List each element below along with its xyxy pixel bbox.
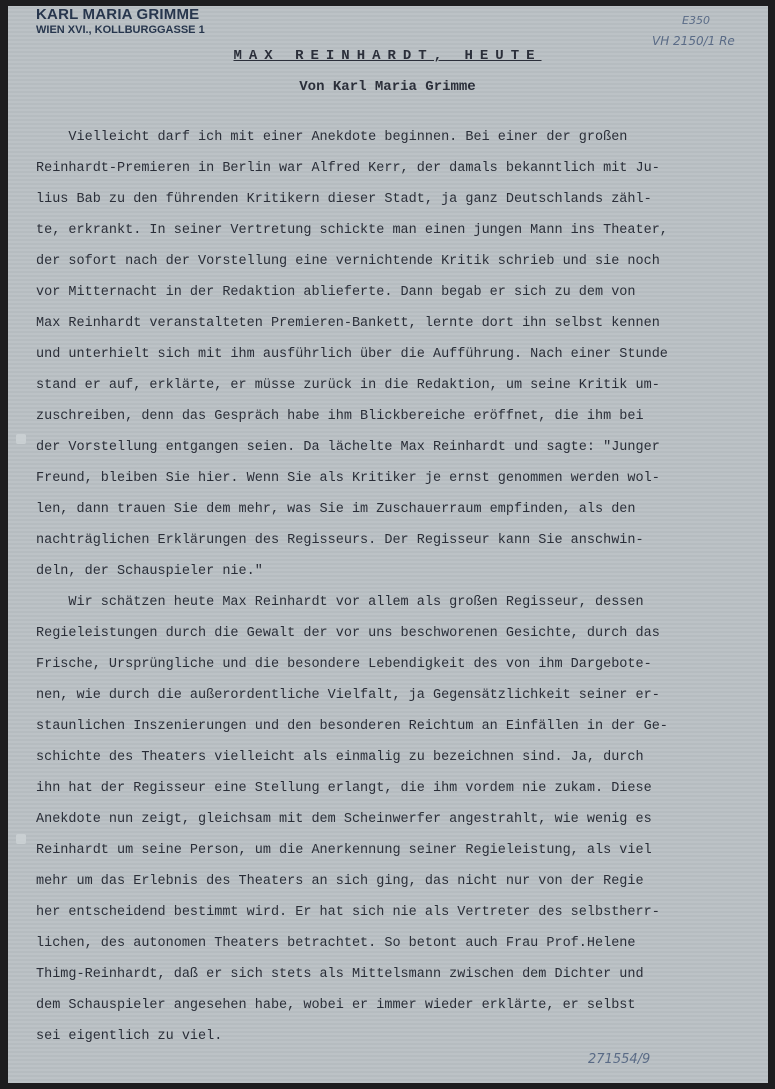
letterhead	[36, 6, 205, 37]
text-line: Wir schätzen heute Max Reinhardt vor allem als großen Regisseur, dessen	[36, 595, 644, 610]
document-title: MAX REINHARDT, HEUTE	[233, 48, 542, 64]
letterhead-address: WIEN XVI., KOLLBURGGASSE 1	[36, 24, 205, 36]
text-line: Max Reinhardt veranstalteten Premieren-Bankett, lernte dort ihn selbst kennen	[36, 316, 660, 331]
text-line: und unterhielt sich mit ihm ausführlich über die Aufführung. Nach einer Stunde	[36, 347, 668, 362]
text-line: Vielleicht darf ich mit einer Anekdote beginnen. Bei einer der großen	[36, 130, 628, 145]
text-line: deln, der Schauspieler nie."	[36, 564, 263, 579]
archive-code-annotation: E350	[682, 14, 710, 27]
text-line: lichen, des autonomen Theaters betrachtet. So betont auch Frau Prof.Helene	[36, 936, 636, 951]
text-line: mehr um das Erlebnis des Theaters an sich ging, das nicht nur von der Regie	[36, 874, 644, 889]
text-line: nen, wie durch die außerordentliche Vielfalt, ja Gegensätzlichkeit seiner er-	[36, 688, 660, 703]
text-line: zuschreiben, denn das Gespräch habe ihm Blickbereiche eröffnet, die ihm bei	[36, 409, 644, 424]
text-line: Thimg-Reinhardt, daß er sich stets als Mittelsmann zwischen dem Dichter und	[36, 967, 644, 982]
text-line: Reinhardt um seine Person, um die Anerkennung seiner Regieleistung, als viel	[36, 843, 652, 858]
text-line: lius Bab zu den führenden Kritikern dieser Stadt, ja ganz Deutschlands zähl-	[36, 192, 652, 207]
text-line: Freund, bleiben Sie hier. Wenn Sie als Kritiker je ernst genommen werden wol-	[36, 471, 660, 486]
text-line: len, dann trauen Sie dem mehr, was Sie im Zuschauerraum empfinden, als den	[36, 502, 636, 517]
document-author: Von Karl Maria Grimme	[299, 79, 476, 95]
text-line: ihn hat der Regisseur eine Stellung erlangt, die ihm vordem nie zukam. Diese	[36, 781, 652, 796]
text-line: vor Mitternacht in der Redaktion ablieferte. Dann begab er sich zu dem von	[36, 285, 636, 300]
punch-mark	[16, 434, 26, 444]
text-line: Reinhardt-Premieren in Berlin war Alfred Kerr, der damals bekanntlich mit Ju-	[36, 161, 660, 176]
document-body	[36, 122, 766, 1052]
text-line: nachträglichen Erklärungen des Regisseurs. Der Regisseur kann Sie anschwin-	[36, 533, 644, 548]
text-line: Regieleistungen durch die Gewalt der vor uns beschworenen Gesichte, durch das	[36, 626, 660, 641]
text-line: Frische, Ursprüngliche und die besondere Lebendigkeit des von ihm Dargebote-	[36, 657, 652, 672]
text-line: te, erkrankt. In seiner Vertretung schickte man einen jungen Mann ins Theater,	[36, 223, 668, 238]
punch-mark	[16, 834, 26, 844]
text-line: stand er auf, erklärte, er müsse zurück in die Redaktion, um seine Kritik um-	[36, 378, 660, 393]
letterhead-name: KARL MARIA GRIMME	[36, 6, 200, 23]
text-line: dem Schauspieler angesehen habe, wobei er immer wieder erklärte, er selbst	[36, 998, 636, 1013]
text-line: der Vorstellung entgangen seien. Da lächelte Max Reinhardt und sagte: "Junger	[36, 440, 660, 455]
text-line: der sofort nach der Vorstellung eine vernichtende Kritik schrieb und sie noch	[36, 254, 660, 269]
text-line: schichte des Theaters vielleicht als einmalig zu bezeichnen sind. Ja, durch	[36, 750, 644, 765]
text-line: sei eigentlich zu viel.	[36, 1029, 223, 1044]
text-line: Anekdote nun zeigt, gleichsam mit dem Scheinwerfer angestrahlt, wie wenig es	[36, 812, 652, 827]
archive-number-annotation: 271554/9	[588, 1052, 651, 1067]
archive-signature-annotation: VH 2150/1 Re	[652, 34, 735, 48]
text-line: her entscheidend bestimmt wird. Er hat sich nie als Vertreter des selbstherr-	[36, 905, 660, 920]
text-line: staunlichen Inszenierungen und den besonderen Reichtum an Einfällen in der Ge-	[36, 719, 668, 734]
